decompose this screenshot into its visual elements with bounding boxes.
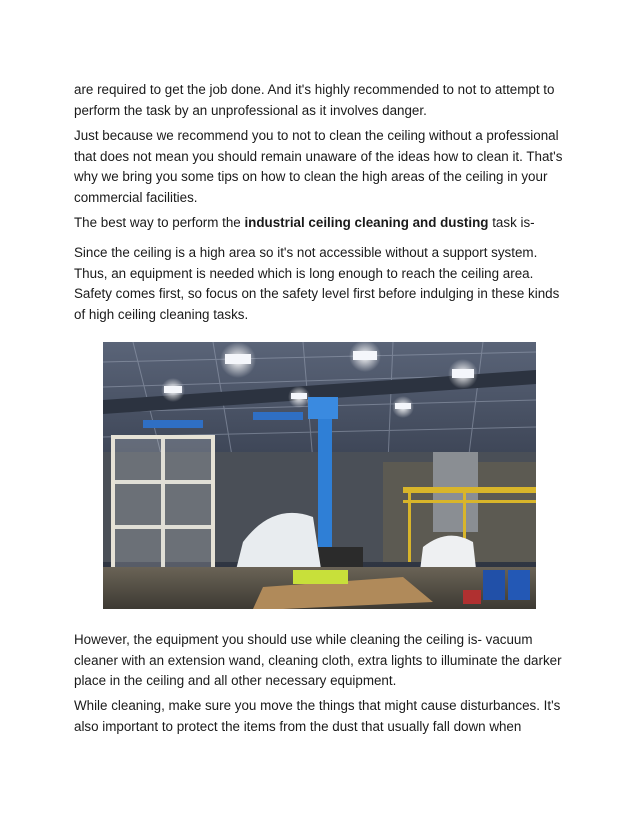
paragraph-professional: Just because we recommend you to not to clean the ceiling without a professional that does not mean you should remain unaware of the ideas how to clean it. That's why we bring you some tips on how to clean the high areas of the ceiling in your commercial facilities. — [74, 128, 563, 205]
industrial-facility-photo — [103, 342, 536, 609]
paragraph-best-way — [74, 213, 574, 234]
best-way-text: The best way to perform the — [74, 215, 245, 230]
paragraph-job-done: are required to get the job done. And it's highly recommended to not to attempt to perform the task by an unprofessional as it involves danger. — [74, 82, 555, 118]
paragraph-high-area: Since the ceiling is a high area so it's not accessible without a support system. Thus, an equipment is needed which is long enough to reach the ceiling area. Safety comes first, so focus on the safety level first before indulging in these kinds of high ceiling cleaning tasks. — [74, 245, 560, 322]
paragraph-while-cleaning: While cleaning, make sure you move the things that might cause disturbances. It's also important to protect the items from the dust that usually fall down when — [74, 698, 561, 734]
task-is-text: task is- — [488, 215, 535, 230]
industrial-ceiling-cleaning-link: industrial ceiling cleaning and dusting — [244, 215, 489, 230]
paragraph-equipment: However, the equipment you should use while cleaning the ceiling is- vacuum cleaner with an extension wand, cleaning cloth, extra lights to illuminate the darker place in the ceiling and all other necessary equipment. — [74, 632, 562, 688]
